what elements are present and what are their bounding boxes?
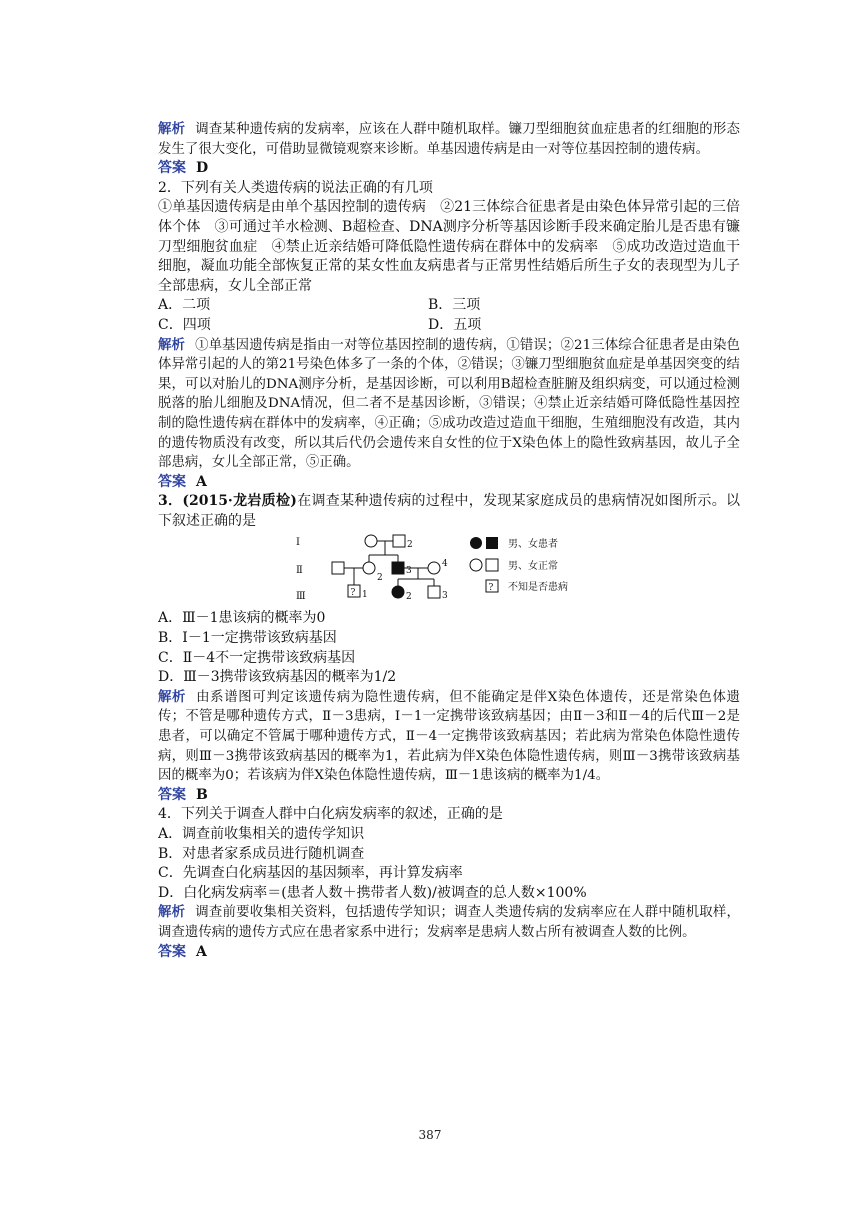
option-d: D．五项 — [428, 316, 482, 333]
option-b: B．Ⅰ－1一定携带该致病基因 — [158, 630, 337, 647]
pedigree-figure — [158, 533, 740, 607]
explanation-label: 解析 — [158, 688, 187, 705]
document-body — [158, 120, 740, 962]
answer-label: 答案 — [158, 943, 186, 960]
unknown-mark-III-1: ? — [350, 588, 356, 599]
individual-II-1 — [332, 562, 344, 574]
explanation-q2 — [158, 336, 740, 473]
explanation-label: 解析 — [158, 904, 186, 921]
legend-normal-female — [470, 559, 482, 571]
explanation-text: 由系谱图可判定该遗传病为隐性遗传病，但不能确定是伴X染色体遗传，还是常染色体遗传；不管是哪种遗传方式，Ⅱ－3患病，Ⅰ－1一定携带该致病基因；由Ⅱ－3和Ⅱ－4的后代Ⅲ－2是患者，可以确定不管属于哪种遗传方式，Ⅱ－4一定携带该致病基因；若此病为常染色体隐性遗传病，则Ⅲ－3携带该致病基因的概率为1，若此病为伴X染色体隐性遗传病，则Ⅲ－3携带该致病基因的概率为0；若该病为伴X染色体隐性遗传病，Ⅲ－1患该病的概率为1/4。 — [158, 689, 740, 784]
explanation-q3 — [158, 688, 740, 786]
label-III-1: 1 — [362, 590, 368, 601]
question-number: 3． — [158, 493, 183, 510]
gen-label-2: Ⅱ — [296, 565, 303, 577]
individual-III-2-affected — [392, 586, 404, 598]
option-c: C．Ⅱ－4不一定携带该致病基因 — [158, 649, 356, 666]
answer-q2 — [158, 473, 740, 493]
legend-affected-male — [486, 537, 498, 549]
label-II-2: 2 — [377, 573, 383, 584]
label-I-2: 2 — [407, 540, 413, 551]
individual-III-3 — [428, 586, 440, 598]
individual-II-3-affected — [392, 562, 404, 574]
option-d: D．白化病发病率＝(患者人数＋携带者人数)/被调查的总人数×100% — [158, 884, 587, 901]
answer-label: 答案 — [158, 473, 186, 490]
option-b: B．三项 — [428, 297, 481, 314]
answer-q4 — [158, 943, 740, 963]
answer-value: A — [196, 473, 207, 490]
page-number: 387 — [418, 1128, 442, 1142]
question-text: 在调查某种遗传病的过程中，发现某家庭成员的患病情况如图所示。以下叙述正确的是 — [158, 493, 741, 529]
question-3-stem — [158, 492, 740, 531]
explanation-text: 调查前要收集相关资料，包括遗传学知识；调查人类遗传病的发病率应在人群中随机取样，调查遗传病的遗传方式应在患者家系中进行；发病率是患病人数占所有被调查人数的比例。 — [158, 905, 740, 940]
question-2-options-row-1 — [158, 296, 740, 316]
legend-affected-female — [470, 537, 482, 549]
explanation-text: 调查某种遗传病的发病率，应该在人群中随机取样。镰刀型细胞贫血症患者的红细胞的形态发生了很大变化，可借助显微镜观察来诊断。单基因遗传病是由一对等位基因控制的遗传病。 — [158, 122, 740, 157]
answer-label: 答案 — [158, 786, 186, 803]
option-d: D．Ⅲ－3携带该致病基因的概率为1/2 — [158, 669, 397, 686]
option-c: C．四项 — [158, 316, 211, 333]
explanation-q4 — [158, 903, 740, 942]
explanation-label: 解析 — [158, 121, 186, 137]
legend-normal-text: 男、女正常 — [508, 561, 558, 573]
option-a: A．调查前收集相关的遗传学知识 — [158, 826, 365, 842]
label-III-3: 3 — [442, 591, 448, 602]
gen-label-3: Ⅲ — [296, 591, 306, 603]
individual-I-2 — [393, 535, 405, 547]
answer-value: A — [196, 943, 207, 960]
pedigree-chart — [294, 533, 614, 607]
individual-II-4 — [428, 562, 440, 574]
explanation-label: 解析 — [158, 336, 186, 353]
answer-label: 答案 — [158, 160, 186, 177]
option-b: B．对患者家系成员进行随机调查 — [158, 845, 365, 862]
label-II-4: 4 — [442, 559, 448, 570]
legend-unknown-text: 不知是否患病 — [508, 582, 568, 594]
question-4-stem: 4．下列关于调查人群中白化病发病率的叙述，正确的是 — [158, 806, 503, 823]
label-II-3: 3 — [406, 566, 412, 577]
legend-normal-male — [486, 559, 498, 571]
question-2-stem: 2．下列有关人类遗传病的说法正确的有几项 — [158, 179, 433, 196]
option-a: A．Ⅲ－1患该病的概率为0 — [158, 610, 326, 627]
answer-value: D — [196, 160, 209, 177]
explanation-q1 — [158, 120, 740, 159]
question-source: (2015·龙岩质检) — [182, 493, 297, 510]
label-III-2: 2 — [406, 592, 412, 603]
question-2-options-row-2 — [158, 316, 740, 336]
answer-q3 — [158, 786, 740, 806]
explanation-text: ①单基因遗传病是指由一对等位基因控制的遗传病，①错误；②21三体综合征患者是由染色体异常引起的人的第21号染色体多了一条的个体，②错误；③镰刀型细胞贫血症是单基因突变的结果，可以对胎儿的DNA测序分析，是基因诊断，可以利用B超检查脏腑及组织病变，可以通过检测脱落的胎儿细胞及DNA情况，但二者不是基因诊断，③错误；④禁止近亲结婚可降低隐性基因控制的隐性遗传病在群体中的发病率，④正确；⑤成功改造过造血干细胞，生殖细胞没有改造，其内的遗传物质没有改变，所以其后代仍会遗传来自女性的位于X染色体上的隐性致病基因，故儿子全部患病，女儿全部正常，⑤正确。 — [158, 337, 740, 471]
individual-II-2 — [363, 562, 375, 574]
question-2-body: ①单基因遗传病是由单个基因控制的遗传病 ②21三体综合征患者是由染色体异常引起的三倍体个体 ③可通过羊水检测、B超检查、DNA测序分析等基因诊断手段来确定胎儿是否患有镰刀型细胞贫血症 ④禁止近亲结婚可降低隐性遗传病在群体中的发病率 ⑤成功改造过造血干细胞，凝血功能全部恢复正常的某女性血友病患者与正常男性结婚后所生子女的表现型为儿子全部患病，女儿全部正常 — [158, 199, 740, 294]
option-a: A．二项 — [158, 297, 211, 314]
legend-affected-text: 男、女患者 — [508, 539, 558, 551]
answer-q1 — [158, 159, 740, 179]
legend-unknown-mark: ? — [488, 583, 494, 594]
gen-label-1: Ⅰ — [296, 537, 300, 549]
option-c: C．先调查白化病基因的基因频率，再计算发病率 — [158, 865, 463, 882]
individual-I-1 — [365, 535, 377, 547]
answer-value: B — [196, 786, 208, 803]
